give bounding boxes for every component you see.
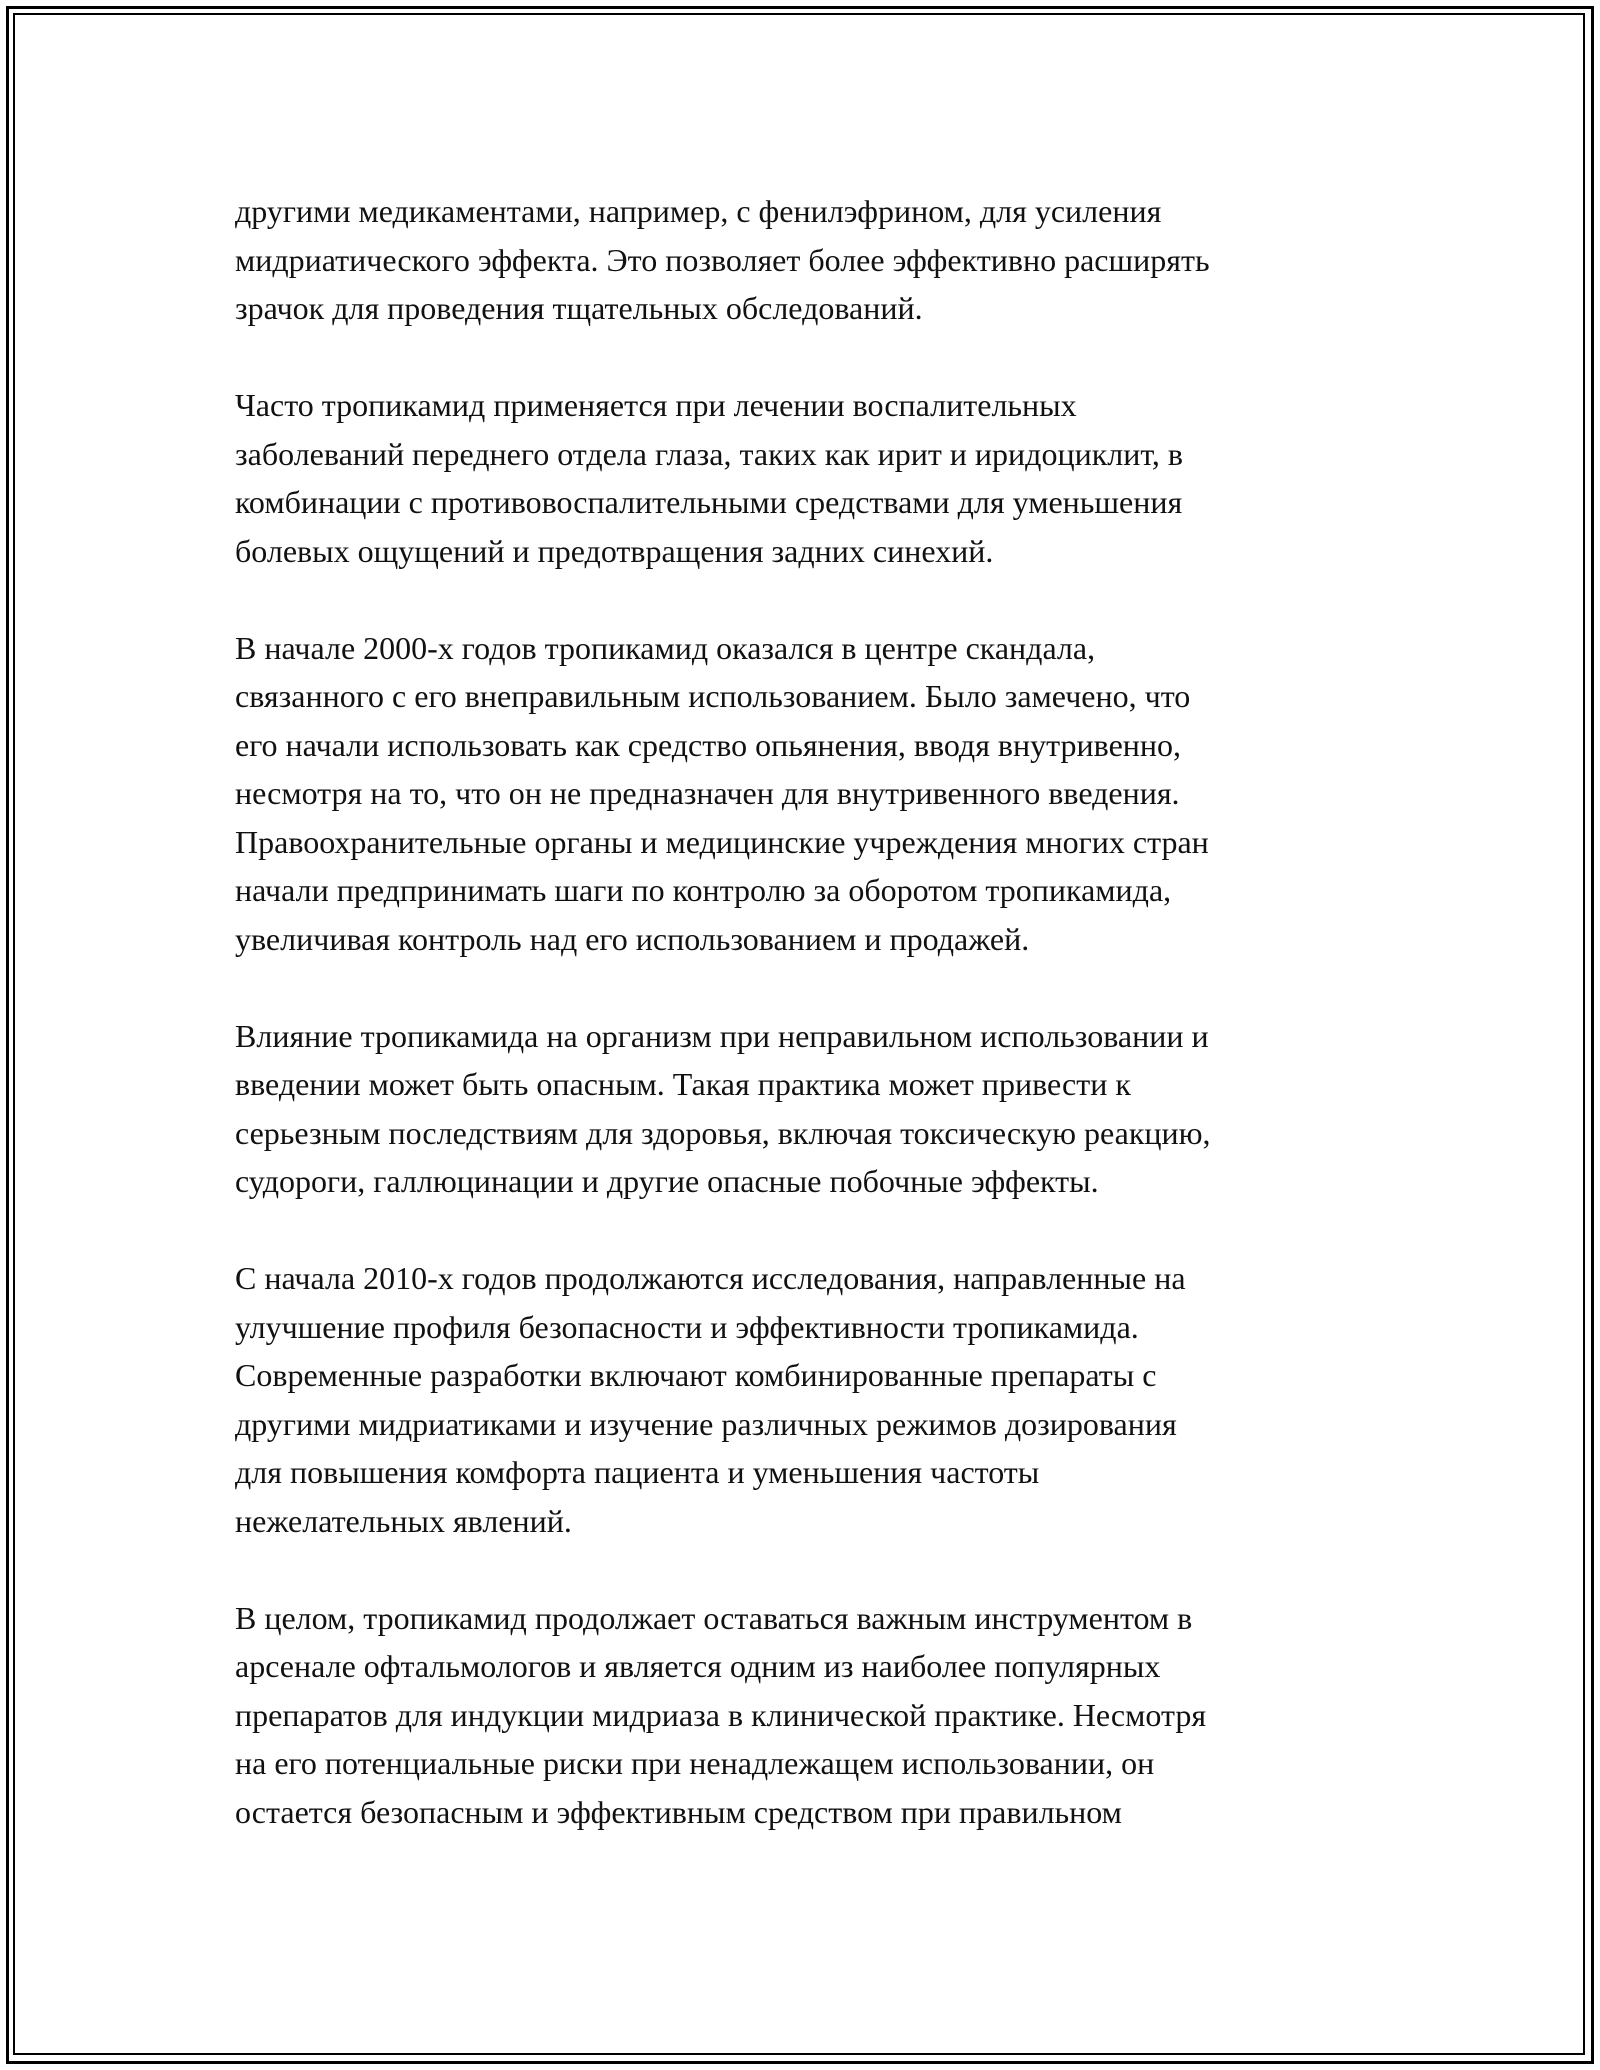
text-line: нежелательных явлений. bbox=[235, 1502, 572, 1539]
text-line: его начали использовать как средство опьянения, вводя внутривенно, bbox=[235, 726, 1182, 763]
text-line: Влияние тропикамида на организм при неправильном использовании и bbox=[235, 1017, 1209, 1054]
paragraph-4 bbox=[235, 1012, 1395, 1206]
text-line: Современные разработки включают комбинированные препараты с bbox=[235, 1357, 1157, 1393]
text-line: серьезным последствиям для здоровья, включая токсическую реакцию, bbox=[235, 1114, 1211, 1151]
text-line: Часто тропикамид применяется при лечении воспалительных bbox=[235, 387, 1077, 423]
text-line: другими мидриатиками и изучение различных режимов дозирования bbox=[235, 1405, 1177, 1442]
document-body bbox=[235, 187, 1395, 1885]
text-line: мидриатического эффекта. Это позволяет более эффективно расширять bbox=[235, 241, 1210, 278]
text-line: В начале 2000-х годов тропикамид оказался в центре скандала, bbox=[235, 629, 1096, 666]
text-line: заболеваний переднего отдела глаза, таких как ирит и иридоциклит, в bbox=[235, 435, 1184, 472]
text-line: судороги, галлюцинации и другие опасные побочные эффекты. bbox=[235, 1163, 1099, 1199]
paragraph-3 bbox=[235, 624, 1395, 964]
text-line: остается безопасным и эффективным средством при правильном bbox=[235, 1793, 1122, 1830]
text-line: несмотря на то, что он не предназначен для внутривенного введения. bbox=[235, 775, 1180, 811]
paragraph-6 bbox=[235, 1594, 1395, 1837]
paragraph-1 bbox=[235, 187, 1395, 333]
text-line: улучшение профиля безопасности и эффективности тропикамида. bbox=[235, 1308, 1139, 1345]
text-line: другими медикаментами, например, с фенилэфрином, для усиления bbox=[235, 193, 1162, 229]
text-line: С начала 2010-х годов продолжаются исследования, направленные на bbox=[235, 1260, 1186, 1296]
text-line: связанного с его внеправильным использованием. Было замечено, что bbox=[235, 678, 1191, 714]
text-line: арсенале офтальмологов и является одним из наиболее популярных bbox=[235, 1648, 1161, 1684]
text-line: для повышения комфорта пациента и уменьшения частоты bbox=[235, 1454, 1040, 1490]
text-line: болевых ощущений и предотвращения задних синехий. bbox=[235, 532, 994, 569]
text-line: увеличивая контроль над его использованием и продажей. bbox=[235, 920, 1030, 957]
text-line: препаратов для индукции мидриаза в клинической практике. Несмотря bbox=[235, 1696, 1207, 1733]
text-line: введении может быть опасным. Такая практика может привести к bbox=[235, 1066, 1131, 1102]
text-line: на его потенциальные риски при ненадлежащем использовании, он bbox=[235, 1745, 1155, 1781]
text-line: Правоохранительные органы и медицинские учреждения многих стран bbox=[235, 823, 1209, 860]
text-line: В целом, тропикамид продолжает оставаться важным инструментом в bbox=[235, 1599, 1193, 1636]
paragraph-2 bbox=[235, 381, 1395, 575]
text-line: зрачок для проведения тщательных обследований. bbox=[235, 290, 923, 326]
paragraph-5 bbox=[235, 1254, 1395, 1545]
text-line: комбинации с противовоспалительными средствами для уменьшения bbox=[235, 484, 1183, 520]
text-line: начали предпринимать шаги по контролю за оборотом тропикамида, bbox=[235, 872, 1172, 908]
